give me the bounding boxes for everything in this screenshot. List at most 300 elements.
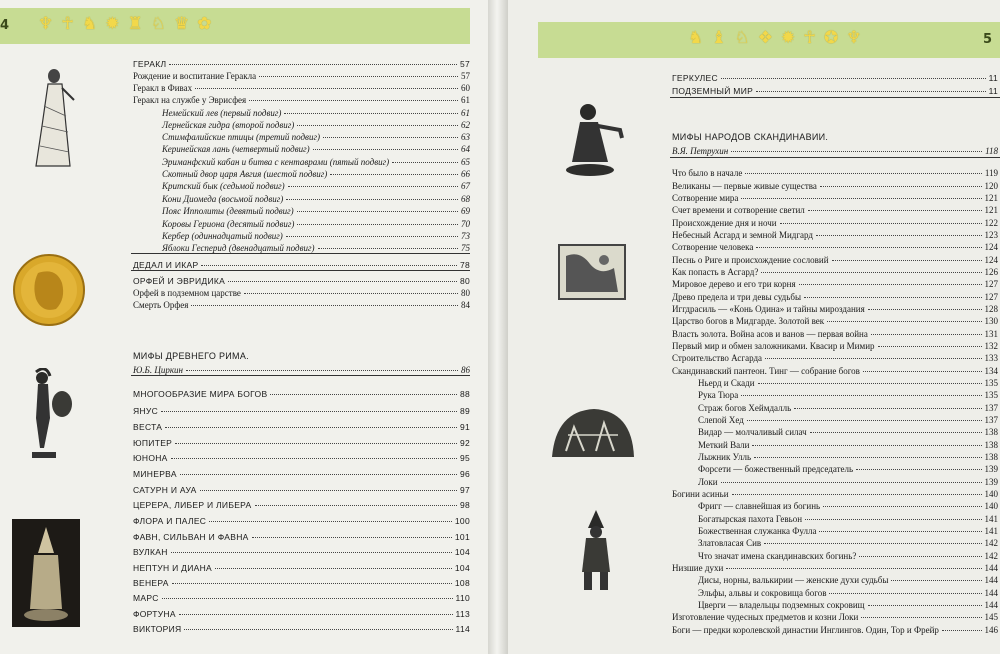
toc-entry-page: 138 xyxy=(984,452,998,462)
toc-entry-title: Древо предела и три девы судьбы xyxy=(672,292,801,302)
greek-figure-illustration xyxy=(22,66,82,170)
toc-entry-page: 141 xyxy=(984,514,998,524)
toc-entry xyxy=(133,70,470,82)
toc-entry-page: 140 xyxy=(984,501,998,511)
dot-leader xyxy=(179,614,453,615)
left-page xyxy=(0,0,488,654)
toc-entry-page: 67 xyxy=(461,181,470,191)
dot-leader xyxy=(284,113,458,114)
toc-entry-page: 64 xyxy=(461,144,470,154)
toc-entry-title: Ньерд и Скади xyxy=(698,378,755,388)
dot-leader xyxy=(863,371,982,372)
section-divider xyxy=(670,157,1000,158)
toc-entry-title: Орфей в подземном царстве xyxy=(133,288,241,298)
ornament-icon: ☥ xyxy=(61,14,74,34)
dot-leader xyxy=(171,458,457,459)
toc-entry-page: 135 xyxy=(984,390,998,400)
toc-entry-title: Изготовление чудесных предметов и козни Локи xyxy=(672,612,859,622)
toc-entry-page: 140 xyxy=(984,489,998,499)
toc-entry-title: Сотворение человека xyxy=(672,242,754,252)
dot-leader xyxy=(297,125,458,126)
toc-entry xyxy=(698,439,998,451)
ornament-icon: ♞ xyxy=(688,28,704,48)
toc-entry xyxy=(698,414,998,426)
toc-entry-page: 62 xyxy=(461,120,470,130)
toc-entry xyxy=(672,254,998,266)
toc-entry xyxy=(133,350,470,362)
toc-entry xyxy=(162,131,470,143)
dot-leader xyxy=(731,151,982,152)
toc-entry-title: Что значат имена скандинавских богинь? xyxy=(698,551,857,561)
toc-entry xyxy=(133,562,470,574)
toc-entry-title: ДЕДАЛ И ИКАР xyxy=(133,260,199,270)
dot-leader xyxy=(209,521,452,522)
toc-entry xyxy=(133,405,470,417)
dot-leader xyxy=(297,211,458,212)
toc-entry-page: 138 xyxy=(984,440,998,450)
toc-entry-title: Божественная служанка Фулла xyxy=(698,526,817,536)
toc-entry-page: 141 xyxy=(984,526,998,536)
toc-entry xyxy=(698,500,998,512)
toc-entry-page: 113 xyxy=(455,609,470,619)
toc-entry-title: ЯНУС xyxy=(133,406,159,416)
toc-entry-title: ПОДЗЕМНЫЙ МИР xyxy=(672,86,754,96)
toc-entry xyxy=(672,72,998,84)
toc-entry-title: Критский бык (седьмой подвиг) xyxy=(162,181,285,191)
dot-leader xyxy=(780,223,982,224)
toc-entry xyxy=(162,143,470,155)
toc-entry-page: 11 xyxy=(988,86,998,96)
toc-entry xyxy=(133,515,470,527)
ornament-icon: ✪ xyxy=(823,28,839,48)
toc-entry xyxy=(672,266,998,278)
toc-entry-page: 138 xyxy=(984,427,998,437)
dot-leader xyxy=(820,186,982,187)
toc-entry-title: Цверги — владельцы подземных сокровищ xyxy=(698,600,865,610)
toc-entry xyxy=(672,204,998,216)
toc-entry-title: МИФЫ ДРЕВНЕГО РИМА. xyxy=(133,351,249,361)
toc-entry-title: Видар — молчаливый силач xyxy=(698,427,807,437)
toc-entry-title: Ю.Б. Циркин xyxy=(133,365,184,375)
dot-leader xyxy=(323,137,458,138)
toc-entry xyxy=(672,303,998,315)
dot-leader xyxy=(878,346,982,347)
dot-leader xyxy=(186,370,458,371)
toc-entry-page: 142 xyxy=(984,551,998,561)
toc-entry xyxy=(133,531,470,543)
toc-entry xyxy=(133,437,470,449)
toc-entry xyxy=(672,365,998,377)
ornament-icon: ✹ xyxy=(781,28,796,48)
dot-leader xyxy=(808,210,982,211)
toc-entry-title: ВИКТОРИЯ xyxy=(133,624,182,634)
toc-entry-title: Страж богов Хеймдалль xyxy=(698,403,792,413)
toc-entry-title: Сотворение мира xyxy=(672,193,739,203)
toc-entry-title: ФАВН, СИЛЬВАН И ФАВНА xyxy=(133,532,249,542)
toc-entry-page: 132 xyxy=(984,341,998,351)
toc-entry-page: 119 xyxy=(984,168,998,178)
warrior-statuette-illustration xyxy=(18,368,74,464)
dot-leader xyxy=(764,543,981,544)
dot-leader xyxy=(891,580,981,581)
toc-entry-page: 144 xyxy=(984,575,998,585)
toc-entry-title: Дисы, норны, валькирии — женские духи судьбы xyxy=(698,575,889,585)
section-divider xyxy=(670,97,1000,98)
ornament-icon: ✹ xyxy=(105,14,120,34)
toc-entry xyxy=(162,168,470,180)
toc-entry-title: Боги — предки королевской династии Инглингов. Один, Тор и Фрейр xyxy=(672,625,939,635)
toc-entry-title: Форсети — божественный председатель xyxy=(698,464,854,474)
dot-leader xyxy=(228,281,457,282)
toc-entry-title: ВЕНЕРА xyxy=(133,578,169,588)
toc-entry-page: 121 xyxy=(984,205,998,215)
dot-leader xyxy=(745,173,982,174)
toc-entry xyxy=(133,468,470,480)
dot-leader xyxy=(726,568,981,569)
toc-entry-title: Яблоки Гесперид (двенадцатый подвиг) xyxy=(162,243,315,253)
toc-entry xyxy=(162,107,470,119)
dot-leader xyxy=(856,469,981,470)
toc-entry xyxy=(672,315,998,327)
dot-leader xyxy=(794,408,981,409)
dot-leader xyxy=(799,284,982,285)
toc-entry-title: ГЕРКУЛЕС xyxy=(672,73,718,83)
dot-leader xyxy=(721,482,982,483)
dot-leader xyxy=(756,91,985,92)
toc-entry-title: ОРФЕЙ И ЭВРИДИКА xyxy=(133,276,226,286)
toc-entry-page: 135 xyxy=(984,378,998,388)
toc-entry-page: 98 xyxy=(459,500,470,510)
toc-entry-page: 144 xyxy=(984,600,998,610)
dot-leader xyxy=(215,568,452,569)
toc-entry-title: Что было в начале xyxy=(672,168,743,178)
toc-entry-page: 86 xyxy=(461,365,470,375)
toc-entry-title: Эриманфский кабан и битва с кентаврами (пятый подвиг) xyxy=(162,157,390,167)
dot-leader xyxy=(318,248,458,249)
ornament-icon: ♜ xyxy=(127,14,143,34)
figurine-photo xyxy=(12,519,80,627)
toc-entry-page: 91 xyxy=(459,422,470,432)
toc-entry-title: ФОРТУНА xyxy=(133,609,176,619)
toc-entry xyxy=(133,421,470,433)
toc-entry-page: 134 xyxy=(984,366,998,376)
toc-entry xyxy=(672,352,998,364)
toc-entry xyxy=(698,537,998,549)
toc-entry xyxy=(162,218,470,230)
toc-entry-page: 57 xyxy=(461,71,470,81)
toc-entry-page: 104 xyxy=(454,563,470,573)
toc-entry xyxy=(133,388,470,400)
ornament-icon: ❖ xyxy=(757,28,773,48)
toc-entry-page: 61 xyxy=(461,95,470,105)
dot-leader xyxy=(761,272,981,273)
toc-entry-page: 118 xyxy=(985,146,998,156)
toc-entry-page: 97 xyxy=(459,485,470,495)
toc-entry xyxy=(672,192,998,204)
toc-entry-title: Лернейская гидра (второй подвиг) xyxy=(162,120,295,130)
section-divider xyxy=(131,270,470,271)
toc-entry xyxy=(672,180,998,192)
toc-entry xyxy=(672,241,998,253)
toc-entry-title: Златовласая Сив xyxy=(698,538,762,548)
dot-leader xyxy=(868,309,982,310)
dot-leader xyxy=(747,420,982,421)
toc-entry-title: Рука Тюра xyxy=(698,390,739,400)
toc-entry-title: Небесный Асгард и земной Мидгард xyxy=(672,230,814,240)
header-band xyxy=(0,8,470,44)
toc-entry-title: Немейский лев (первый подвиг) xyxy=(162,108,282,118)
toc-entry-title: Строительство Асгарда xyxy=(672,353,763,363)
toc-entry-page: 139 xyxy=(984,477,998,487)
toc-entry xyxy=(133,58,470,70)
toc-entry xyxy=(698,587,998,599)
dot-leader xyxy=(201,265,456,266)
toc-entry-page: 131 xyxy=(984,329,998,339)
toc-entry-page: 146 xyxy=(984,625,998,635)
toc-entry xyxy=(698,513,998,525)
toc-entry xyxy=(672,217,998,229)
toc-entry-title: Богини асиньи xyxy=(672,489,729,499)
toc-entry xyxy=(698,463,998,475)
toc-entry-page: 65 xyxy=(461,157,470,167)
toc-entry-page: 114 xyxy=(455,624,470,634)
toc-entry-page: 11 xyxy=(988,73,998,83)
toc-entry-title: ВУЛКАН xyxy=(133,547,168,557)
toc-entry xyxy=(698,525,998,537)
toc-entry-page: 92 xyxy=(459,438,470,448)
toc-entry-title: ЮПИТЕР xyxy=(133,438,173,448)
dot-leader xyxy=(313,149,458,150)
toc-entry xyxy=(133,577,470,589)
toc-entry-page: 123 xyxy=(984,230,998,240)
toc-entry-page: 89 xyxy=(459,406,470,416)
toc-entry-title: Пояс Ипполиты (девятый подвиг) xyxy=(162,206,294,216)
toc-entry xyxy=(162,156,470,168)
toc-entry xyxy=(698,599,998,611)
toc-entry-page: 130 xyxy=(984,316,998,326)
toc-entry-page: 66 xyxy=(461,169,470,179)
section-divider xyxy=(131,253,470,254)
toc-entry-page: 108 xyxy=(454,578,470,588)
dot-leader xyxy=(805,519,981,520)
toc-entry-title: ЮНОНА xyxy=(133,453,168,463)
page-number: 4 xyxy=(0,18,10,33)
section-divider xyxy=(131,375,470,376)
toc-entry-title: Скотный двор царя Авгия (шестой подвиг) xyxy=(162,169,328,179)
toc-entry xyxy=(672,278,998,290)
toc-entry-title: Песнь о Риге и происхождение сословий xyxy=(672,255,829,265)
toc-entry-title: Фригг — славнейшая из богинь xyxy=(698,501,821,511)
toc-entry xyxy=(162,230,470,242)
toc-entry-page: 63 xyxy=(461,132,470,142)
toc-entry xyxy=(133,82,470,94)
toc-entry-title: Богатырская пахота Гевьон xyxy=(698,514,803,524)
toc-entry-title: Керинейская лань (четвертый подвиг) xyxy=(162,144,310,154)
dot-leader xyxy=(721,78,986,79)
right-page xyxy=(508,0,1000,654)
toc-entry-title: МНОГООБРАЗИЕ МИРА БОГОВ xyxy=(133,389,268,399)
toc-entry xyxy=(698,402,998,414)
toc-entry-title: В.Я. Петрухин xyxy=(672,146,729,156)
toc-entry-title: ФЛОРА И ПАЛЕС xyxy=(133,516,207,526)
toc-entry-title: МИНЕРВА xyxy=(133,469,177,479)
toc-entry-page: 101 xyxy=(454,532,470,542)
toc-entry xyxy=(698,550,998,562)
toc-entry-page: 70 xyxy=(461,219,470,229)
gold-coin-illustration xyxy=(12,253,86,327)
toc-entry xyxy=(162,180,470,192)
toc-entry-page: 128 xyxy=(984,304,998,314)
toc-entry-page: 60 xyxy=(461,83,470,93)
dot-leader xyxy=(816,235,981,236)
toc-entry-page: 126 xyxy=(984,267,998,277)
toc-entry xyxy=(133,299,470,311)
toc-entry-page: 137 xyxy=(984,403,998,413)
toc-entry-title: Коровы Гериона (десятый подвиг) xyxy=(162,219,295,229)
norse-figure-illustration xyxy=(564,100,632,182)
toc-entry-title: Смерть Орфея xyxy=(133,300,189,310)
toc-entry-page: 88 xyxy=(459,389,470,399)
toc-entry xyxy=(698,476,998,488)
dot-leader xyxy=(297,224,458,225)
dot-leader xyxy=(249,100,458,101)
toc-entry xyxy=(672,131,998,143)
dot-leader xyxy=(804,297,982,298)
dot-leader xyxy=(754,457,981,458)
toc-entry-title: Рождение и воспитание Геракла xyxy=(133,71,257,81)
toc-entry-title: Счет времени и сотворение светил xyxy=(672,205,805,215)
toc-entry-title: ГЕРАКЛ xyxy=(133,59,167,69)
toc-entry xyxy=(133,275,470,287)
dot-leader xyxy=(871,334,982,335)
toc-entry-title: Царство богов в Мидгарде. Золотой век xyxy=(672,316,825,326)
toc-entry-title: МИФЫ НАРОДОВ СКАНДИНАВИИ. xyxy=(672,132,829,142)
toc-entry-page: 110 xyxy=(455,593,470,603)
toc-entry-title: МАРС xyxy=(133,593,159,603)
dot-leader xyxy=(942,630,982,631)
page-number: 5 xyxy=(982,32,992,47)
ornament-icon: ✿ xyxy=(197,14,212,34)
dot-leader xyxy=(286,236,458,237)
toc-entry-title: Кони Диомеда (восьмой подвиг) xyxy=(162,194,284,204)
toc-entry xyxy=(133,592,470,604)
toc-entry-page: 144 xyxy=(984,563,998,573)
ornament-icon: ♆ xyxy=(846,28,862,48)
dot-leader xyxy=(161,411,457,412)
toc-entry-page: 68 xyxy=(461,194,470,204)
dot-leader xyxy=(823,506,981,507)
toc-entry-title: Локи xyxy=(698,477,718,487)
dot-leader xyxy=(171,552,452,553)
dot-leader xyxy=(255,505,457,506)
toc-entry-title: ЦЕРЕРА, ЛИБЕР И ЛИБЕРА xyxy=(133,500,252,510)
dot-leader xyxy=(868,605,982,606)
toc-entry-page: 120 xyxy=(984,181,998,191)
toc-entry-page: 95 xyxy=(459,453,470,463)
toc-entry xyxy=(133,546,470,558)
toc-entry-title: Слепой Хед xyxy=(698,415,744,425)
toc-entry xyxy=(698,574,998,586)
toc-entry-title: НЕПТУН И ДИАНА xyxy=(133,563,213,573)
ornament-strip xyxy=(688,28,861,48)
toc-entry-page: 84 xyxy=(461,300,470,310)
toc-entry-title: Меткий Вали xyxy=(698,440,750,450)
dot-leader xyxy=(861,617,981,618)
toc-entry-page: 96 xyxy=(459,469,470,479)
toc-entry-title: Первый мир и обмен заложниками. Квасир и Мимир xyxy=(672,341,875,351)
dot-leader xyxy=(191,305,458,306)
ornament-icon: ♛ xyxy=(173,14,190,34)
toc-entry-title: Власть золота. Война асов и ванов — первая война xyxy=(672,329,868,339)
toc-entry-title: Низшие духи xyxy=(672,563,724,573)
dot-leader xyxy=(392,162,458,163)
toc-entry-page: 133 xyxy=(984,353,998,363)
toc-entry-page: 127 xyxy=(984,279,998,289)
toc-entry-page: 127 xyxy=(984,292,998,302)
toc-entry xyxy=(133,287,470,299)
dot-leader xyxy=(244,293,458,294)
toc-entry-page: 139 xyxy=(984,464,998,474)
toc-entry xyxy=(698,451,998,463)
dot-leader xyxy=(758,383,982,384)
toc-entry xyxy=(698,389,998,401)
dot-leader xyxy=(829,593,981,594)
toc-entry xyxy=(133,452,470,464)
dot-leader xyxy=(741,198,981,199)
dot-leader xyxy=(330,174,458,175)
toc-entry-title: Геракл на службе у Эврисфея xyxy=(133,95,247,105)
toc-entry-page: 80 xyxy=(459,276,470,286)
toc-entry-title: ВЕСТА xyxy=(133,422,163,432)
stone-relief-photo xyxy=(558,244,626,300)
toc-entry-page: 73 xyxy=(461,231,470,241)
toc-entry-title: Как попасть в Асгард? xyxy=(672,267,759,277)
toc-entry xyxy=(162,205,470,217)
dot-leader xyxy=(172,583,452,584)
dot-leader xyxy=(200,490,457,491)
toc-entry xyxy=(672,562,998,574)
toc-entry xyxy=(162,119,470,131)
ornament-icon: ♆ xyxy=(38,14,54,34)
toc-entry-page: 75 xyxy=(461,243,470,253)
ornament-icon: ♘ xyxy=(734,28,750,48)
dot-leader xyxy=(288,186,458,187)
toc-entry-page: 124 xyxy=(984,255,998,265)
dot-leader xyxy=(195,88,458,89)
toc-entry xyxy=(672,85,998,97)
toc-entry xyxy=(133,608,470,620)
toc-entry xyxy=(133,484,470,496)
dot-leader xyxy=(165,427,457,428)
toc-entry-page: 57 xyxy=(459,59,470,69)
book-gutter xyxy=(488,0,508,654)
dot-leader xyxy=(175,443,457,444)
dot-leader xyxy=(252,537,452,538)
toc-entry-title: Стимфалийские птицы (третий подвиг) xyxy=(162,132,320,142)
dot-leader xyxy=(184,629,452,630)
toc-entry-page: 144 xyxy=(984,588,998,598)
toc-entry-title: Великаны — первые живые существа xyxy=(672,181,817,191)
toc-entry xyxy=(133,499,470,511)
toc-entry xyxy=(162,193,470,205)
toc-entry-title: Мировое дерево и его три корня xyxy=(672,279,796,289)
ornament-icon: ☥ xyxy=(803,28,816,48)
dot-leader xyxy=(180,474,457,475)
toc-entry-page: 145 xyxy=(984,612,998,622)
ornament-icon: ♘ xyxy=(150,14,166,34)
dot-leader xyxy=(756,247,981,248)
toc-entry-page: 80 xyxy=(461,288,470,298)
